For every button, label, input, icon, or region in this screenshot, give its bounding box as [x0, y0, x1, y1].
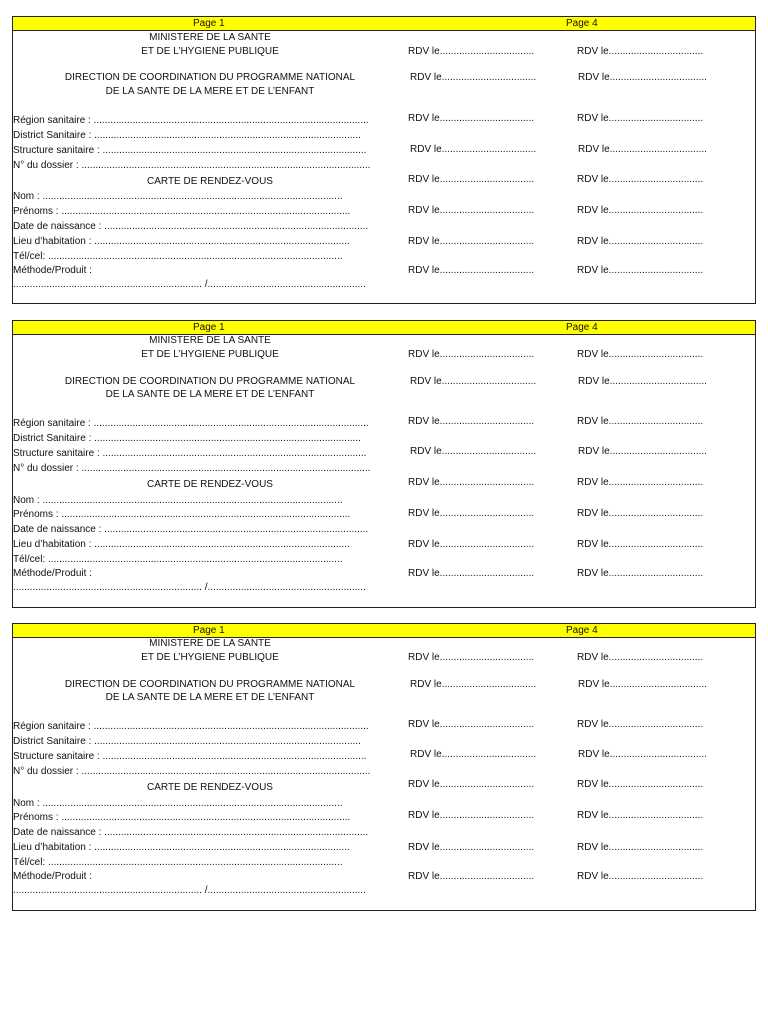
direction-line-2: DE LA SANTE DE LA MERE ET DE L’ENFANT	[105, 86, 315, 97]
dossier-field: N° du dossier : ........................................................................................................	[13, 160, 371, 171]
nom-field: Nom : ............................................................................................................	[13, 495, 343, 506]
ministry-line-1: MINISTERE DE LA SANTE	[149, 638, 271, 649]
methode-field: Méthode/Produit :	[13, 568, 92, 579]
appointment-card-1	[12, 16, 756, 304]
page-header	[13, 321, 755, 335]
nom-field: Nom : ............................................................................................................	[13, 798, 343, 809]
page-header	[13, 624, 755, 638]
nom-field: Nom : ............................................................................................................	[13, 191, 343, 202]
structure-field: Structure sanitaire : ...............................................................................................	[13, 448, 367, 459]
ministry-line-1: MINISTERE DE LA SANTE	[149, 32, 271, 43]
region-field: Région sanitaire : ...................................................................................................	[13, 418, 369, 429]
appointment-card-2	[12, 320, 756, 608]
rdv-right-3: RDV le..................................	[577, 416, 704, 427]
rdv-left-5: RDV le..................................	[408, 174, 535, 185]
methode-dots: .................................................................... /.........................................................	[13, 279, 366, 290]
rdv-left-2: RDV le..................................	[410, 679, 537, 690]
direction-line-1: DIRECTION DE COORDINATION DU PROGRAMME NATIONAL	[64, 72, 356, 83]
rdv-left-7: RDV le..................................	[408, 539, 535, 550]
page-header	[13, 17, 755, 31]
rdv-right-4: RDV le...................................	[578, 446, 707, 457]
rdv-left-8: RDV le..................................	[408, 265, 535, 276]
rdv-left-3: RDV le..................................	[408, 719, 535, 730]
rdv-left-4: RDV le..................................	[410, 446, 537, 457]
naissance-field: Date de naissance : ...............................................................................................	[13, 221, 369, 232]
ministry-line-2: ET DE L’HYGIENE PUBLIQUE	[141, 349, 279, 360]
rdv-right-5: RDV le..................................	[577, 779, 704, 790]
appointment-card-3	[12, 623, 756, 911]
rdv-left-7: RDV le..................................	[408, 236, 535, 247]
rdv-right-2: RDV le...................................	[578, 679, 707, 690]
rdv-left-3: RDV le..................................	[408, 416, 535, 427]
page-1-label: Page 1	[193, 18, 225, 29]
card-title: CARTE DE RENDEZ-VOUS	[147, 479, 273, 490]
prenoms-field: Prénoms : ........................................................................................................	[13, 812, 351, 823]
tel-field: Tél/cel: ..........................................................................................................	[13, 251, 343, 262]
rdv-left-1: RDV le..................................	[408, 46, 535, 57]
rdv-left-6: RDV le..................................	[408, 508, 535, 519]
page-4-label: Page 4	[566, 322, 598, 333]
rdv-right-5: RDV le..................................	[577, 477, 704, 488]
rdv-right-5: RDV le..................................	[577, 174, 704, 185]
methode-field: Méthode/Produit :	[13, 265, 92, 276]
dossier-field: N° du dossier : ........................................................................................................	[13, 766, 371, 777]
page-4-label: Page 4	[566, 18, 598, 29]
habitation-field: Lieu d’habitation : ............................................................................................	[13, 539, 350, 550]
district-field: District Sanitaire : ................................................................................................	[13, 433, 361, 444]
rdv-right-4: RDV le...................................	[578, 144, 707, 155]
rdv-right-7: RDV le..................................	[577, 539, 704, 550]
prenoms-field: Prénoms : ........................................................................................................	[13, 509, 351, 520]
rdv-left-5: RDV le..................................	[408, 779, 535, 790]
direction-line-2: DE LA SANTE DE LA MERE ET DE L’ENFANT	[105, 389, 315, 400]
card-title: CARTE DE RENDEZ-VOUS	[147, 176, 273, 187]
rdv-right-8: RDV le..................................	[577, 265, 704, 276]
rdv-right-6: RDV le..................................	[577, 508, 704, 519]
rdv-left-5: RDV le..................................	[408, 477, 535, 488]
rdv-left-1: RDV le..................................	[408, 349, 535, 360]
card-title: CARTE DE RENDEZ-VOUS	[147, 782, 273, 793]
rdv-left-7: RDV le..................................	[408, 842, 535, 853]
rdv-right-6: RDV le..................................	[577, 810, 704, 821]
rdv-right-1: RDV le..................................	[577, 652, 704, 663]
rdv-right-4: RDV le...................................	[578, 749, 707, 760]
structure-field: Structure sanitaire : ...............................................................................................	[13, 145, 367, 156]
methode-dots: .................................................................... /.........................................................	[13, 885, 366, 896]
direction-line-1: DIRECTION DE COORDINATION DU PROGRAMME NATIONAL	[64, 376, 356, 387]
rdv-right-2: RDV le...................................	[578, 376, 707, 387]
rdv-right-3: RDV le..................................	[577, 719, 704, 730]
rdv-right-6: RDV le..................................	[577, 205, 704, 216]
naissance-field: Date de naissance : ...............................................................................................	[13, 827, 369, 838]
methode-dots: .................................................................... /.........................................................	[13, 582, 366, 593]
rdv-right-7: RDV le..................................	[577, 842, 704, 853]
region-field: Région sanitaire : ...................................................................................................	[13, 115, 369, 126]
rdv-left-6: RDV le..................................	[408, 205, 535, 216]
habitation-field: Lieu d’habitation : ............................................................................................	[13, 236, 350, 247]
direction-line-2: DE LA SANTE DE LA MERE ET DE L’ENFANT	[105, 692, 315, 703]
rdv-left-4: RDV le..................................	[410, 144, 537, 155]
rdv-right-1: RDV le..................................	[577, 46, 704, 57]
district-field: District Sanitaire : ................................................................................................	[13, 736, 361, 747]
rdv-left-4: RDV le..................................	[410, 749, 537, 760]
page-1-label: Page 1	[193, 322, 225, 333]
tel-field: Tél/cel: ..........................................................................................................	[13, 554, 343, 565]
ministry-line-2: ET DE L’HYGIENE PUBLIQUE	[141, 46, 279, 57]
rdv-left-6: RDV le..................................	[408, 810, 535, 821]
rdv-right-7: RDV le..................................	[577, 236, 704, 247]
rdv-right-2: RDV le...................................	[578, 72, 707, 83]
rdv-right-3: RDV le..................................	[577, 113, 704, 124]
district-field: District Sanitaire : ................................................................................................	[13, 130, 361, 141]
rdv-left-2: RDV le..................................	[410, 72, 537, 83]
structure-field: Structure sanitaire : ...............................................................................................	[13, 751, 367, 762]
prenoms-field: Prénoms : ........................................................................................................	[13, 206, 351, 217]
dossier-field: N° du dossier : ........................................................................................................	[13, 463, 371, 474]
ministry-line-1: MINISTERE DE LA SANTE	[149, 335, 271, 346]
rdv-right-8: RDV le..................................	[577, 568, 704, 579]
rdv-left-8: RDV le..................................	[408, 568, 535, 579]
rdv-left-1: RDV le..................................	[408, 652, 535, 663]
naissance-field: Date de naissance : ...............................................................................................	[13, 524, 369, 535]
rdv-right-1: RDV le..................................	[577, 349, 704, 360]
methode-field: Méthode/Produit :	[13, 871, 92, 882]
page-4-label: Page 4	[566, 625, 598, 636]
ministry-line-2: ET DE L’HYGIENE PUBLIQUE	[141, 652, 279, 663]
tel-field: Tél/cel: ..........................................................................................................	[13, 857, 343, 868]
rdv-left-2: RDV le..................................	[410, 376, 537, 387]
rdv-left-3: RDV le..................................	[408, 113, 535, 124]
rdv-right-8: RDV le..................................	[577, 871, 704, 882]
direction-line-1: DIRECTION DE COORDINATION DU PROGRAMME NATIONAL	[64, 679, 356, 690]
region-field: Région sanitaire : ...................................................................................................	[13, 721, 369, 732]
rdv-left-8: RDV le..................................	[408, 871, 535, 882]
habitation-field: Lieu d’habitation : ............................................................................................	[13, 842, 350, 853]
page-1-label: Page 1	[193, 625, 225, 636]
